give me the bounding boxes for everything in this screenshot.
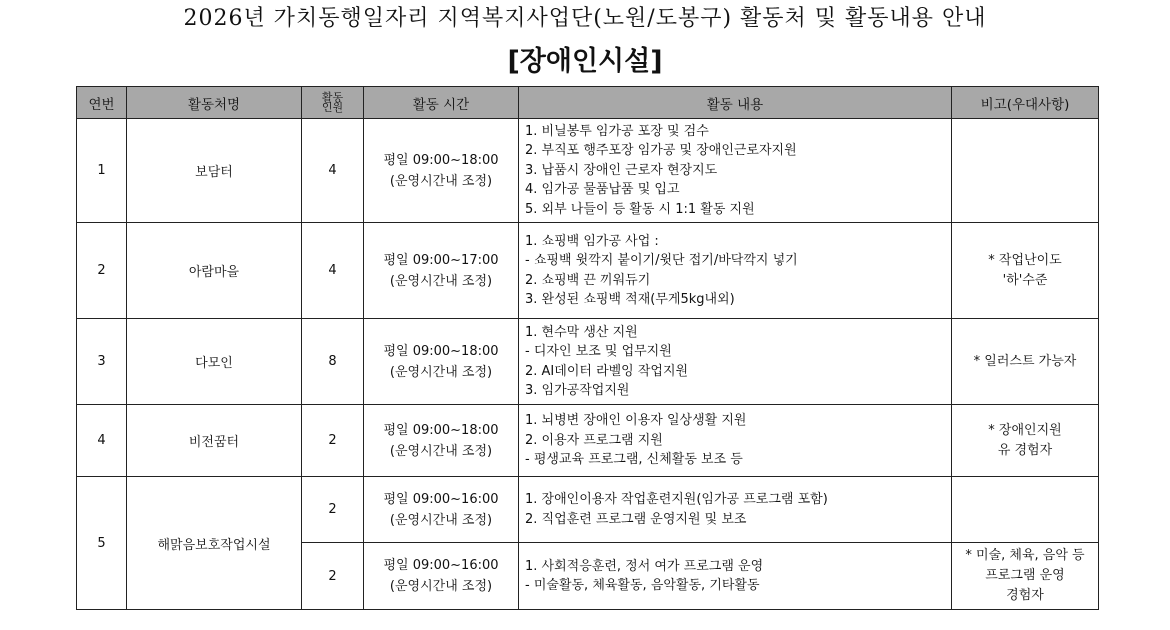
note — [952, 405, 1099, 477]
time-line: 평일 09:00~18:00 — [383, 152, 499, 168]
row-number: 4 — [77, 405, 127, 477]
activity-content — [519, 477, 952, 543]
content-line: - 디자인 보조 및 업무지원 — [525, 344, 672, 359]
content-line: 2. 부직포 행주포장 임가공 및 장애인근로자지원 — [525, 143, 797, 159]
note — [952, 543, 1099, 610]
row-number: 5 — [77, 477, 127, 610]
note-line: '하'수준 — [1002, 272, 1048, 288]
note-line: * 미술, 체육, 음악 등 — [965, 548, 1085, 563]
content-line: 2. 직업훈련 프로그램 운영지원 및 보조 — [525, 511, 747, 527]
activity-time — [364, 223, 519, 319]
note — [952, 119, 1099, 223]
time-line: (운영시간내 조정) — [389, 273, 493, 289]
activity-table — [76, 86, 1099, 610]
table-row — [77, 477, 1099, 543]
col-header-count-line: 인원 — [321, 100, 344, 114]
content-line: 2. AI데이터 라벨잉 작업지원 — [525, 363, 689, 379]
activity-time — [364, 405, 519, 477]
member-count: 2 — [302, 477, 364, 543]
content-line: 2. 이용자 프로그램 지원 — [525, 432, 663, 448]
time-line: (운영시간내 조정) — [389, 173, 493, 189]
col-header-place: 활동처명 — [127, 87, 302, 119]
member-count: 4 — [302, 119, 364, 223]
table-row — [77, 405, 1099, 477]
place-name: 비전꿈터 — [127, 405, 302, 477]
content-line: 4. 임가공 물품납품 및 입고 — [525, 182, 680, 198]
note — [952, 319, 1099, 405]
content-line: 1. 장애인이용자 작업훈련지원(임가공 프로그램 포함) — [525, 492, 828, 507]
content-line: 5. 외부 나들이 등 활동 시 1:1 활동 지원 — [525, 201, 755, 217]
col-header-number: 연번 — [77, 87, 127, 119]
page-title: 2026년 가치동행일자리 지역복지사업단(노원/도봉구) 활동처 및 활동내용 안내 — [183, 6, 987, 31]
time-line: 평일 09:00~16:00 — [383, 491, 499, 507]
place-name: 다모인 — [127, 319, 302, 405]
note-line: * 일러스트 가능자 — [973, 353, 1077, 369]
table-header-row — [77, 87, 1099, 119]
content-line: 1. 현수막 생산 지원 — [525, 324, 638, 340]
time-line: 평일 09:00~17:00 — [383, 252, 499, 268]
activity-time — [364, 319, 519, 405]
member-count: 4 — [302, 223, 364, 319]
col-header-count-label — [302, 90, 363, 114]
note — [952, 477, 1099, 543]
time-line: (운영시간내 조정) — [389, 443, 493, 459]
row-number: 1 — [77, 119, 127, 223]
note-line: 유 경험자 — [997, 442, 1053, 458]
content-line: 2. 쇼핑백 끈 끼워듀기 — [525, 272, 651, 288]
content-line: 1. 쇼핑백 임가공 사업 : — [525, 233, 659, 249]
activity-content — [519, 223, 952, 319]
note — [952, 223, 1099, 319]
content-line: - 미술활동, 체육활동, 음악활동, 기타활동 — [525, 578, 760, 593]
page-subtitle: [장애인시설] — [507, 46, 663, 77]
content-line: 3. 완성된 쇼핑백 적재(무게5kg내외) — [525, 292, 735, 307]
table-row — [77, 223, 1099, 319]
col-header-note: 비고(우대사항) — [952, 87, 1099, 119]
col-header-content: 활동 내용 — [519, 87, 952, 119]
note-line: * 작업난이도 — [988, 252, 1062, 268]
col-header-count — [302, 87, 364, 119]
table-row — [77, 319, 1099, 405]
time-line: 평일 09:00~18:00 — [383, 343, 499, 359]
activity-content — [519, 119, 952, 223]
place-name: 아람마을 — [127, 223, 302, 319]
note-line: 경험자 — [1006, 588, 1044, 603]
content-line: 3. 임가공작업지원 — [525, 383, 630, 398]
row-number: 2 — [77, 223, 127, 319]
time-line: (운영시간내 조정) — [389, 579, 493, 594]
content-line: - 평생교육 프로그램, 신체활동 보조 등 — [525, 452, 743, 468]
activity-content — [519, 405, 952, 477]
member-count: 2 — [302, 405, 364, 477]
place-name: 해맑음보호작업시설 — [127, 477, 302, 610]
row-number: 3 — [77, 319, 127, 405]
member-count: 8 — [302, 319, 364, 405]
activity-content — [519, 319, 952, 405]
activity-time — [364, 477, 519, 543]
time-line: (운영시간내 조정) — [389, 512, 493, 528]
time-line: 평일 09:00~18:00 — [383, 422, 499, 438]
place-name: 보담터 — [127, 119, 302, 223]
activity-content — [519, 543, 952, 610]
note-line: 프로그램 운영 — [985, 568, 1065, 583]
activity-time — [364, 119, 519, 223]
col-header-time: 활동 시간 — [364, 87, 519, 119]
time-line: 평일 09:00~16:00 — [383, 558, 499, 573]
content-line: 1. 사회적응훈련, 정서 여가 프로그램 운영 — [525, 558, 764, 574]
content-line: 3. 납품시 장애인 근로자 현장지도 — [525, 162, 718, 178]
col-header-count-line: 활동 — [321, 90, 344, 104]
activity-time — [364, 543, 519, 610]
content-line: - 쇼핑백 윗깍지 붙이기/윗단 접기/바닥깍지 넣기 — [525, 253, 798, 268]
member-count: 2 — [302, 543, 364, 610]
time-line: (운영시간내 조정) — [389, 364, 493, 380]
note-line: * 장애인지원 — [988, 422, 1062, 438]
content-line: 1. 비닐봉투 임가공 포장 및 검수 — [525, 123, 709, 139]
content-line: 1. 뇌병변 장애인 이용자 일상생활 지원 — [525, 413, 747, 429]
table-row — [77, 119, 1099, 223]
